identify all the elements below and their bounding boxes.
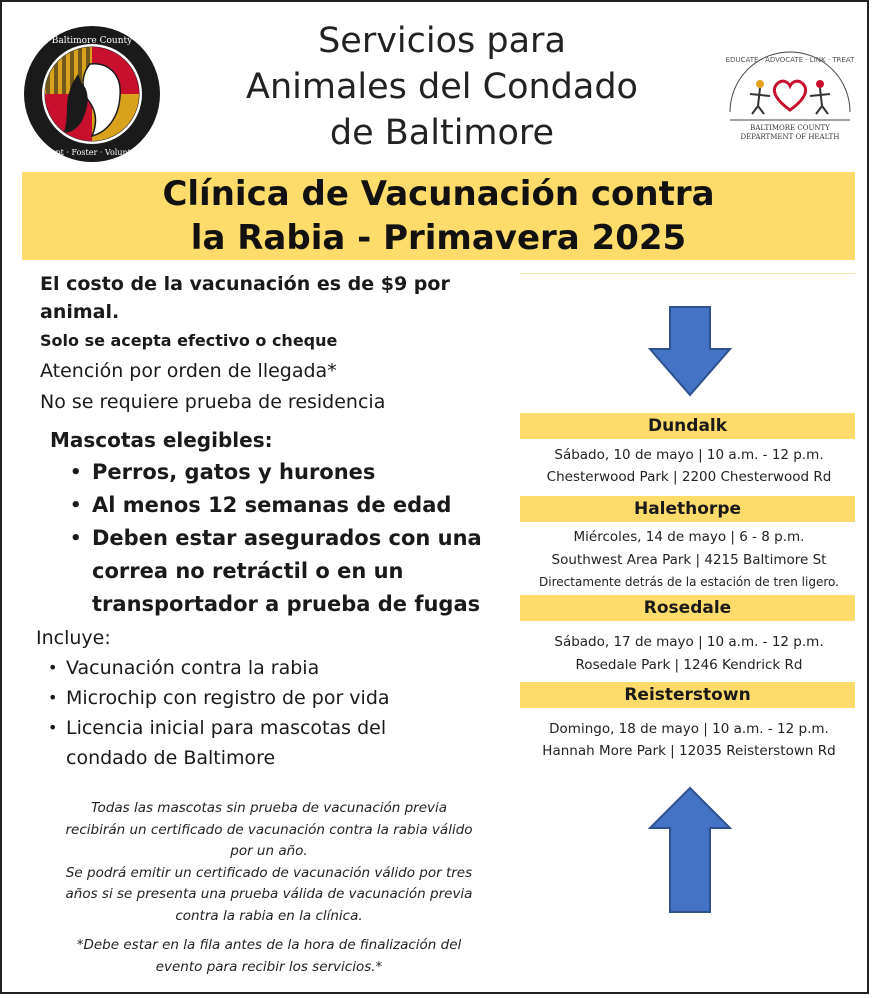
note-line: contra la rabia en la clínica. [175, 907, 363, 924]
vaccination-notes [24, 798, 514, 978]
arrow-up-icon [648, 786, 732, 914]
no-residency-text: No se requiere prueba de residencia [40, 391, 386, 413]
location-name-dundalk: Dundalk [520, 413, 855, 439]
header-title [192, 18, 692, 156]
note-line: recibirán un certificado de vacunación contra la rabia válido [65, 821, 473, 838]
location-where: Southwest Area Park | 4215 Baltimore St [551, 552, 827, 568]
divider [520, 273, 855, 274]
header-title-line: Servicios para [318, 21, 566, 61]
header-title-line: de Baltimore [329, 113, 555, 153]
location-when: Miércoles, 14 de mayo | 6 - 8 p.m. [573, 529, 805, 545]
first-come-text: Atención por orden de llegada* [40, 360, 337, 382]
clinic-title [22, 172, 855, 260]
note-line: años si se presenta una prueba válida de vacunación previa [65, 886, 473, 902]
list-item: • Licencia inicial para mascotas del [40, 713, 510, 743]
location-when: Sábado, 17 de mayo | 10 a.m. - 12 p.m. [554, 634, 824, 650]
svg-text:DEPARTMENT OF HEALTH: DEPARTMENT OF HEALTH [740, 133, 840, 141]
list-item: • Al menos 12 semanas de edad [40, 489, 510, 522]
note-line: por un año. [230, 843, 308, 859]
svg-text:BALTIMORE COUNTY: BALTIMORE COUNTY [750, 124, 830, 132]
location-name-halethorpe: Halethorpe [520, 496, 855, 522]
clinic-title-line: la Rabia - Primavera 2025 [190, 218, 687, 258]
includes-list [40, 653, 510, 773]
health-department-logo-icon [720, 50, 860, 145]
clinic-title-line: Clínica de Vacunación contra [162, 174, 715, 214]
list-item-continued: transportador a prueba de fugas [92, 592, 481, 616]
list-item: • Perros, gatos y hurones [40, 456, 510, 489]
location-where: Rosedale Park | 1246 Kendrick Rd [575, 657, 803, 673]
eligible-list [40, 456, 510, 621]
cost-text [40, 270, 510, 326]
cost-line: El costo de la vacunación es de $9 por [40, 273, 450, 295]
animal-services-seal-icon [22, 24, 162, 164]
svg-text:EDUCATE · ADVOCATE · LINK · TR: EDUCATE · ADVOCATE · LINK · TREAT [725, 56, 855, 64]
list-item-continued: condado de Baltimore [66, 747, 276, 769]
location-where: Chesterwood Park | 2200 Chesterwood Rd [546, 469, 832, 485]
note-line: Se podrá emitir un certificado de vacunación válido por tres [65, 864, 473, 881]
footnote-line: *Debe estar en la fila antes de la hora de finalización del [76, 937, 462, 953]
list-item: • Microchip con registro de por vida [40, 683, 510, 713]
list-item-continued: correa no retráctil o en un [92, 559, 404, 583]
payment-text: Solo se acepta efectivo o cheque [40, 331, 338, 350]
footnote-line: evento para recibir los servicios.* [155, 958, 383, 975]
location-name-rosedale: Rosedale [520, 595, 855, 621]
svg-text:Baltimore County: Baltimore County [51, 36, 133, 46]
clinic-details [36, 270, 510, 773]
svg-text:Adopt · Foster · Volunteer: Adopt · Foster · Volunteer [39, 148, 145, 157]
list-item: • Vacunación contra la rabia [40, 653, 510, 683]
eligible-heading: Mascotas elegibles: [50, 428, 273, 452]
arrow-down-icon [648, 305, 732, 397]
header-title-line: Animales del Condado [246, 67, 638, 107]
location-when: Domingo, 18 de mayo | 10 a.m. - 12 p.m. [549, 721, 829, 737]
location-note: Directamente detrás de la estación de tren ligero. [539, 575, 839, 589]
location-when: Sábado, 10 de mayo | 10 a.m. - 12 p.m. [554, 447, 824, 463]
cost-line: animal. [40, 301, 120, 323]
list-item: • Deben estar asegurados con una [40, 522, 510, 555]
note-line: Todas las mascotas sin prueba de vacunación previa [90, 800, 448, 816]
location-where: Hannah More Park | 12035 Reisterstown Rd [542, 743, 836, 759]
includes-heading: Incluye: [36, 627, 111, 649]
location-name-reisterstown: Reisterstown [520, 682, 855, 708]
